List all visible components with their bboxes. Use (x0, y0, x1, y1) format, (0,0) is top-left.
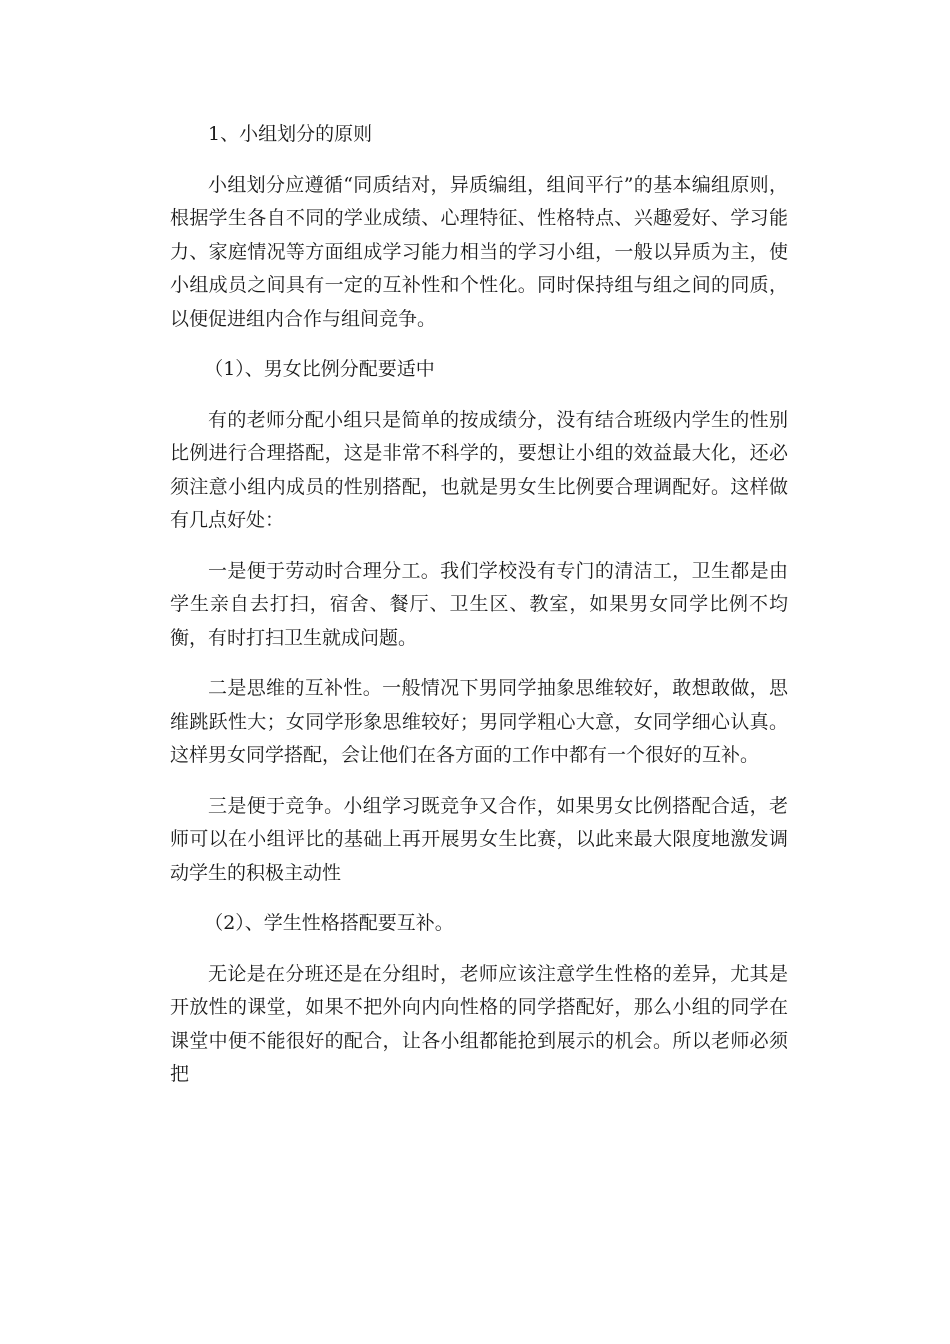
document-page (170, 118, 788, 1092)
intro-paragraph: 小组划分应遵循“同质结对，异质编组，组间平行”的基本编组原则，根据学生各自不同的学业成绩、心理特征、性格特点、兴趣爱好、学习能力、家庭情况等方面组成学习能力相当的学习小组，一般以异质为主，使小组成员之间具有一定的互补性和个性化。同时保持组与组之间的同质，以便促进组内合作与组间竞争。 (170, 173, 788, 330)
point-three-paragraph: 三是便于竞争。小组学习既竞争又合作，如果男女比例搭配合适，老师可以在小组评比的基础上再开展男女生比赛，以此来最大限度地激发调动学生的积极主动性 (170, 794, 788, 884)
section-heading: 1、小组划分的原则 (208, 123, 373, 145)
subsection-heading-personality: （2）、学生性格搭配要互补。 (204, 912, 454, 934)
gender-ratio-paragraph: 有的老师分配小组只是简单的按成绩分，没有结合班级内学生的性别比例进行合理搭配，这是非常不科学的，要想让小组的效益最大化，还必须注意小组内成员的性别搭配，也就是男女生比例要合理调配好。这样做有几点好处： (170, 408, 788, 531)
point-two-paragraph: 二是思维的互补性。一般情况下男同学抽象思维较好，敢想敢做，思维跳跃性大；女同学形象思维较好；男同学粗心大意，女同学细心认真。这样男女同学搭配，会让他们在各方面的工作中都有一个很好的互补。 (170, 677, 788, 766)
subsection-heading-gender-ratio: （1）、男女比例分配要适中 (204, 358, 435, 380)
point-one-paragraph: 一是便于劳动时合理分工。我们学校没有专门的清洁工，卫生都是由学生亲自去打扫，宿舍、餐厅、卫生区、教室，如果男女同学比例不均衡，有时打扫卫生就成问题。 (170, 559, 788, 649)
personality-paragraph: 无论是在分班还是在分组时，老师应该注意学生性格的差异，尤其是开放性的课堂，如果不把外向内向性格的同学搭配好，那么小组的同学在课堂中便不能很好的配合，让各小组都能抢到展示的机会。所以老师必须把 (170, 962, 788, 1085)
